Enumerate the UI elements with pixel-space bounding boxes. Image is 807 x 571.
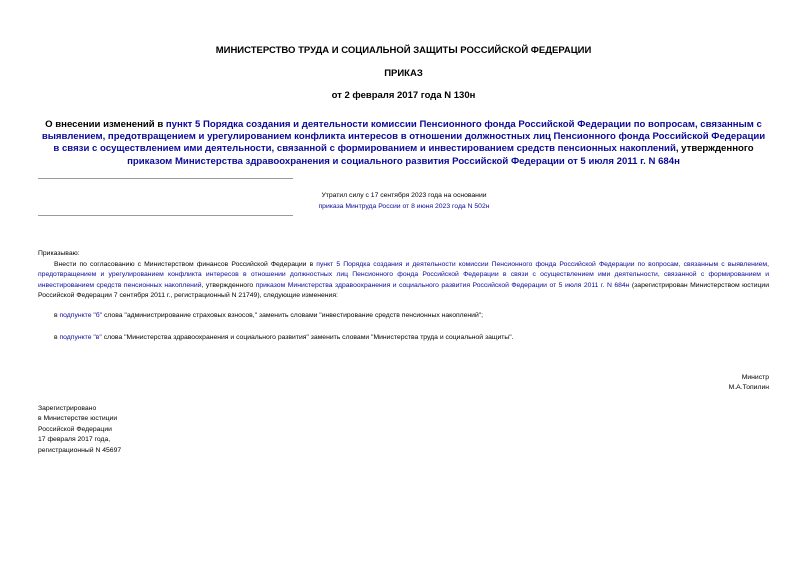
registration-line-4: 17 февраля 2017 года,	[38, 436, 111, 444]
signer-name: М.А.Топилин	[728, 384, 769, 392]
document-type: ПРИКАЗ	[384, 68, 423, 79]
registration-block	[38, 404, 121, 456]
registration-line-1: Зарегистрировано	[38, 405, 97, 412]
paragraph-text-3: (зарегистрирован Министерством юстиции Российской Федерации 7 сентября 2011 г., регистрационный N 21749), следующие изменения:	[38, 281, 769, 300]
signer-position: Министр	[741, 374, 769, 381]
registration-line-5: регистрационный N 45697	[38, 446, 122, 454]
paragraph-main	[38, 260, 769, 302]
registration-line-2: в Министерстве юстиции	[38, 415, 118, 423]
title-text-2: , утвержденного	[675, 143, 754, 155]
registration-line-3: Российской Федерации	[38, 425, 112, 433]
item-v-link[interactable]: подпункте "в"	[59, 334, 102, 341]
paragraph-text-2: , утвержденного	[201, 281, 256, 289]
divider-top	[38, 178, 293, 179]
paragraph-link-procedure[interactable]: пункт 5 Порядка создания и деятельности комиссии Пенсионного фонда Российской Федерации по вопросам, связанным с выявлением, предотвращением и урегулированием конфликта интересов в отношении должностных лиц Пенсионного фонда Российской Федерации в связи с осуществлением ими деятельности, связанной с формированием и инвестированием средств пенсионных накоплений	[38, 261, 769, 289]
paragraph-link-order[interactable]: приказом Министерства здравоохранения и социального развития Российской Федерации от 5 июля 2011 г. N 684н	[255, 281, 630, 289]
change-item-v	[54, 333, 514, 343]
lost-force-link[interactable]: приказа Минтруда России от 8 июня 2023 года N 502н	[318, 202, 490, 210]
title-text-1: О внесении изменений в	[45, 119, 166, 130]
item-v-prefix: в	[54, 334, 60, 341]
lost-force-note	[280, 191, 528, 212]
divider-bottom	[38, 215, 293, 216]
item-b-prefix: в	[54, 312, 60, 319]
item-b-link[interactable]: подпункте "б"	[59, 312, 103, 319]
title-link-order[interactable]: приказом Министерства здравоохранения и социального развития Российской Федерации от 5 июля 2011 г. N 684н	[127, 155, 680, 167]
title-link-procedure[interactable]: пункт 5 Порядка создания и деятельности комиссии Пенсионного фонда Российской Федерации по вопросам, связанным с выявлением, предотвращением и урегулированием конфликта интересов в отношении должностных лиц Пенсионного фонда Российской Федерации в связи с осуществлением ими деятельности, связанной с формированием и инвестированием средств пенсионных накоплений	[41, 119, 766, 155]
signature-block	[729, 373, 769, 394]
ministry-name: МИНИСТЕРСТВО ТРУДА И СОЦИАЛЬНОЙ ЗАЩИТЫ РОССИЙСКОЙ ФЕДЕРАЦИИ	[215, 45, 592, 56]
order-word: Приказываю:	[38, 250, 80, 257]
document-date-number: от 2 февраля 2017 года N 130н	[331, 90, 476, 101]
lost-force-text: Утратил силу с 17 сентября 2023 года на основании	[321, 192, 487, 199]
paragraph-text-1: Внести по согласованию с Министерством финансов Российской Федерации в	[54, 261, 317, 268]
change-item-b	[54, 311, 483, 321]
document-title	[38, 119, 769, 168]
item-b-text: слова "администрирование страховых взносов," заменить словами "инвестирование средств пенсионных накоплений";	[102, 312, 484, 319]
item-v-text: слова "Министерства здравоохранения и социального развития" заменить словами "Министерства труда и социальной защиты".	[101, 334, 514, 341]
